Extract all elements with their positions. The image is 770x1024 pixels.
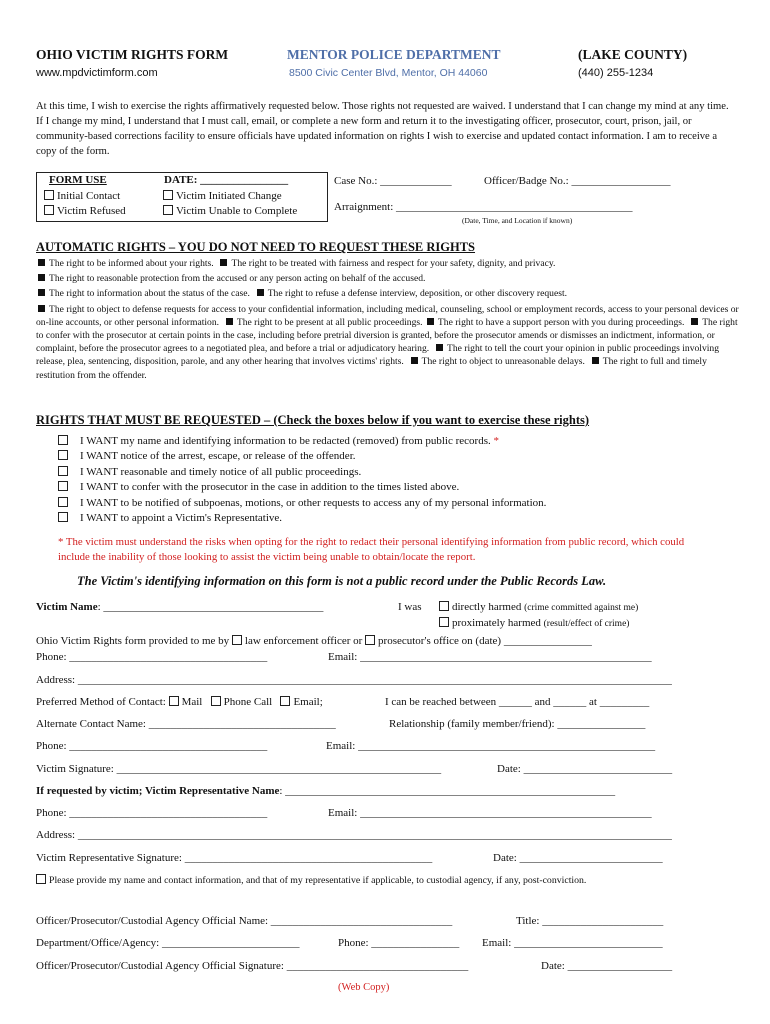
directly-harmed-option[interactable] [439,601,638,613]
directly-harmed-note: (crime committed against me) [524,603,639,613]
proximately-harmed-checkbox[interactable] [439,617,449,627]
representative-email-field[interactable]: Email: _____________________________________________________ [328,807,652,819]
request-confer[interactable] [58,481,459,493]
public-record-notice: The Victim's identifying information on this form is not a public record under the Public Records Law. [77,574,607,588]
victim-signature-date[interactable]: Date: ___________________________ [497,763,673,775]
department-phone: (440) 255-1234 [578,67,654,79]
victim-refused-label: Victim Refused [57,205,126,217]
victim-name-field[interactable] [36,601,323,613]
department-name: MENTOR POLICE DEPARTMENT [287,47,501,62]
right-present: The right to be present at all public proceedings. [236,316,423,328]
request-arrest-notice[interactable] [58,450,356,462]
redact-asterisk: * [493,435,499,447]
request-redact-label: I WANT my name and identifying information to be redacted (removed) from public records. [80,435,491,447]
right-tell-court: The right to tell the court your opinion in public proceedings involving release, plea, sentencing, disposition, parole, and any other hearing that involves victims' rights. [36,343,720,368]
custodial-consent-checkbox[interactable] [36,874,46,884]
contact-method-label: Preferred Method of Contact: [36,696,166,708]
directly-harmed-checkbox[interactable] [439,601,449,611]
right-confer: The right to confer with the prosecutor at certain points in the case, including before pretrial diversion is granted, before the prosecutor amends or dismisses an indictment, information, or complaint, before the prosecutor agrees to a negotiated plea, and before a trial or adjudicatory hearing. [36,316,738,355]
representative-signature-date[interactable]: Date: __________________________ [493,852,663,864]
phone-call-checkbox[interactable] [211,696,221,706]
request-subpoena-checkbox[interactable] [58,497,68,507]
right-restitution: The right to full and timely restitution from the offender. [36,356,707,381]
phone-call-label: Phone Call [223,696,273,708]
representative-name-line: : ____________________________________________________________ [279,785,616,797]
victim-unable-label: Victim Unable to Complete [176,205,298,217]
relationship-field[interactable]: Relationship (family member/friend): ________________ [389,718,646,730]
victim-initiated-label: Victim Initiated Change [176,190,282,202]
official-signature-field[interactable]: Officer/Prosecutor/Custodial Agency Official Signature: _________________________________ [36,960,469,972]
right-status: The right to information about the status of the case. [49,288,250,300]
victim-initiated-option[interactable] [163,190,282,202]
reach-times-field[interactable]: I can be reached between ______ and ______ at _________ [385,696,650,708]
representative-name-field[interactable] [36,785,615,797]
request-subpoena-notice[interactable] [58,497,546,509]
victim-unable-checkbox[interactable] [163,205,173,215]
request-confer-label: I WANT to confer with the prosecutor in the case in addition to the times listed above. [80,481,460,493]
form-provided-label: Ohio Victim Rights form provided to me by [36,635,230,647]
form-title: OHIO VICTIM RIGHTS FORM [36,47,229,62]
directly-harmed-label: directly harmed [452,601,522,613]
i-was-label: I was [398,601,422,613]
victim-address-field[interactable]: Address: ____________________________________________________________________________________________________________ [36,674,672,686]
arraignment-note: (Date, Time, and Location if known) [462,216,573,225]
victim-name-label: Victim Name [36,601,98,613]
custodial-consent-label: Please provide my name and contact information, and that of my representative if applicable, to custodial agency, if any, post-conviction. [49,875,587,886]
form-provided-row [36,635,592,647]
request-redact-checkbox[interactable] [58,435,68,445]
victim-initiated-checkbox[interactable] [163,190,173,200]
official-signature-date[interactable]: Date: ___________________ [541,960,673,972]
representative-address-field[interactable]: Address: ____________________________________________________________________________________________________________ [36,829,672,841]
official-title-field[interactable]: Title: ______________________ [516,915,664,927]
case-number-field[interactable]: Case No.: _____________ [334,175,452,187]
representative-signature-field[interactable]: Victim Representative Signature: _____________________________________________ [36,852,433,864]
right-protection: The right to reasonable protection from the accused or any person acting on behalf of the accused. [49,273,426,285]
arraignment-field[interactable]: Arraignment: ___________________________________________ [334,201,633,213]
alternate-email-field[interactable]: Email: ______________________________________________________ [326,740,656,752]
request-representative-label: I WANT to appoint a Victim's Representative. [80,512,283,524]
official-email-field[interactable]: Email: ___________________________ [482,937,663,949]
right-object-delay: The right to object to unreasonable delays. [421,356,585,368]
official-department-field[interactable]: Department/Office/Agency: _________________________ [36,937,300,949]
mail-checkbox[interactable] [169,696,179,706]
right-support-person: The right to have a support person with you during proceedings. [437,316,685,328]
right-refuse-interview: The right to refuse a defense interview, deposition, or other discovery request. [267,288,568,300]
prosecutor-checkbox[interactable] [365,635,375,645]
representative-phone-field[interactable]: Phone: ____________________________________ [36,807,268,819]
county-label: (LAKE COUNTY) [578,47,688,62]
request-confer-checkbox[interactable] [58,481,68,491]
victim-name-line: : ________________________________________ [97,601,324,613]
officer-badge-field[interactable]: Officer/Badge No.: __________________ [484,175,671,187]
proximately-harmed-note: (result/effect of crime) [543,619,630,629]
right-object-access: The right to object to defense requests for access to your confidential information, including medical, counseling, school or employment records, access to your personal devices or on-line accounts, or other personal information. [36,303,739,328]
initial-contact-option[interactable] [44,190,120,202]
official-name-field[interactable]: Officer/Prosecutor/Custodial Agency Official Name: _________________________________ [36,915,453,927]
request-arrest-checkbox[interactable] [58,450,68,460]
requested-rights-heading: RIGHTS THAT MUST BE REQUESTED – (Check the boxes below if you want to exercise these rights) [36,413,590,427]
request-proceedings-label: I WANT reasonable and timely notice of all public proceedings. [80,466,362,478]
victim-unable-option[interactable] [163,205,297,217]
victim-email-field[interactable]: Email: _____________________________________________________ [328,651,652,663]
prosecutor-date-field[interactable]: prosecutor's office on (date) ________________ [378,635,592,647]
law-enforcement-checkbox[interactable] [232,635,242,645]
proximately-harmed-option[interactable] [439,617,629,629]
form-date-field[interactable]: DATE: ________________ [164,174,289,186]
victim-phone-field[interactable]: Phone: ____________________________________ [36,651,268,663]
request-representative-checkbox[interactable] [58,512,68,522]
request-redact[interactable] [58,435,499,447]
email-option-label: Email; [293,696,323,708]
custodial-consent-option[interactable] [36,874,586,886]
website-link[interactable]: www.mpdvictimform.com [36,67,158,79]
intro-paragraph: At this time, I wish to exercise the rights affirmatively requested below. Those rights not requested are waived. I understand that I can change my mind at any time. If I change my mind, I understand that I must call, email, or complete a new form and return it to the investigating officer, prosecutor, court, prison, jail, or community-based corrections facility to ensure officials have updated information on rights I wish to exercise and updated contact information. I am to receive a copy of the form. [36,101,729,157]
request-representative[interactable] [58,512,282,524]
form-use-title: FORM USE [49,174,107,186]
initial-contact-label: Initial Contact [57,190,121,202]
request-proceedings-checkbox[interactable] [58,466,68,476]
department-address: 8500 Civic Center Blvd, Mentor, OH 44060 [289,67,488,79]
representative-name-label: If requested by victim; Victim Representative Name [36,785,280,797]
automatic-rights-heading: AUTOMATIC RIGHTS – YOU DO NOT NEED TO REQUEST THESE RIGHTS [36,240,476,254]
law-enforcement-label: law enforcement officer or [244,635,363,647]
email-checkbox[interactable] [280,696,290,706]
redaction-warning: * The victim must understand the risks when opting for the right to redact their personal identifying information from public record, which could include the inability of those looking to assist the victim being unable to obtain/locate the report. [58,536,685,563]
request-subpoena-label: I WANT to be notified of subpoenas, motions, or other requests to access any of my personal information. [80,497,547,509]
victim-refused-option[interactable] [44,205,126,217]
alternate-phone-field[interactable]: Phone: ____________________________________ [36,740,268,752]
mail-label: Mail [181,696,203,708]
initial-contact-checkbox[interactable] [44,190,54,200]
right-informed: The right to be informed about your rights. [49,258,214,269]
official-phone-field[interactable]: Phone: ________________ [338,937,460,949]
request-proceedings-notice[interactable] [58,466,361,478]
proximately-harmed-label: proximately harmed [452,617,541,629]
web-copy-label: (Web Copy) [338,982,390,993]
right-fairness: The right to be treated with fairness and respect for your safety, dignity, and privacy. [231,258,556,269]
alternate-contact-field[interactable]: Alternate Contact Name: __________________________________ [36,718,336,730]
automatic-rights-list [36,257,742,382]
contact-method-row [36,696,323,708]
request-arrest-label: I WANT notice of the arrest, escape, or release of the offender. [80,450,356,462]
victim-signature-field[interactable]: Victim Signature: ___________________________________________________________ [36,763,442,775]
victim-refused-checkbox[interactable] [44,205,54,215]
